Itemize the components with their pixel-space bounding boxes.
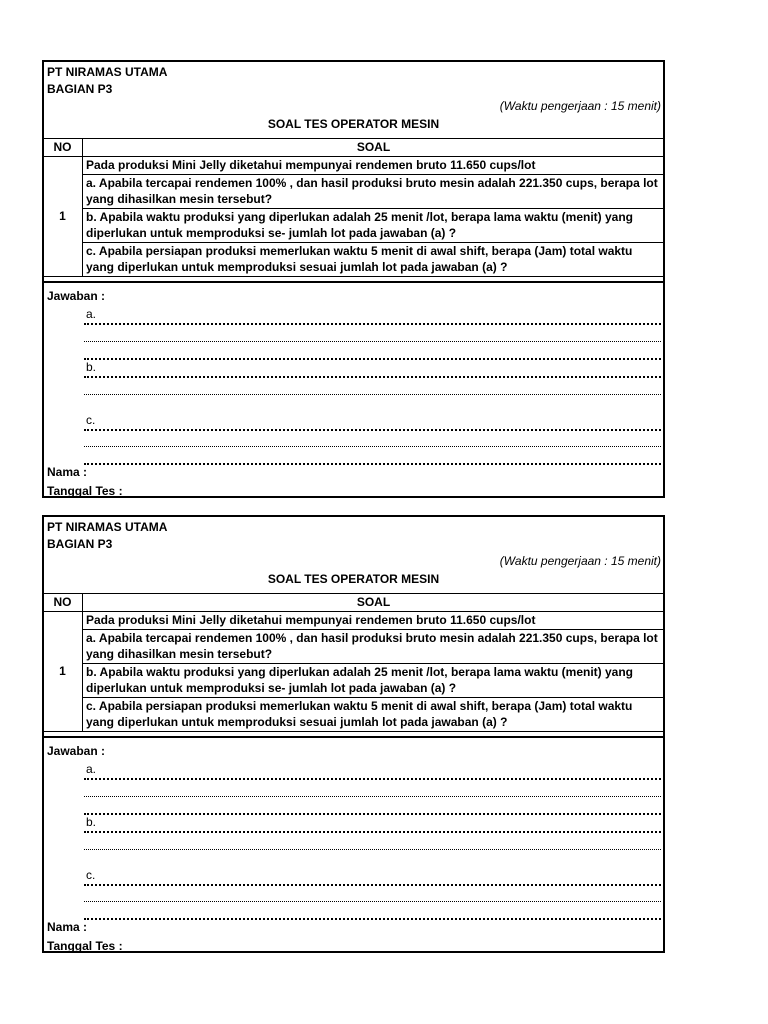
question-a: a. Apabila tercapai rendemen 100% , dan hasil produksi bruto mesin adalah 221.350 cups, berapa lot yang dihasilkan mesin tersebut? [83, 174, 665, 208]
question-c: c. Apabila persiapan produksi memerlukan waktu 5 menit di awal shift, berapa (Jam) total waktu yang diperlukan untuk memproduksi sesuai jumlah lot pada jawaban (a) ? [83, 242, 665, 276]
answer-option-a: a. [86, 762, 97, 776]
test-title: SOAL TES OPERATOR MESIN [267, 572, 440, 586]
answer-line[interactable] [84, 884, 661, 886]
question-b: b. Apabila waktu produksi yang diperlukan adalah 25 menit /lot, berapa lama waktu (menit) yang diperlukan untuk memproduksi se- jumlah lot pada jawaban (a) ? [83, 663, 665, 697]
answer-option-b: b. [86, 815, 97, 829]
answer-line[interactable] [84, 429, 661, 431]
name-label: Nama : [47, 920, 88, 934]
department-name: BAGIAN P3 [47, 537, 113, 551]
column-header-soal: SOAL [83, 594, 665, 612]
answer-line[interactable] [84, 918, 661, 920]
test-sheet-2 [42, 515, 665, 953]
name-label: Nama : [47, 465, 88, 479]
answer-label: Jawaban : [47, 289, 106, 303]
department-name: BAGIAN P3 [47, 82, 113, 96]
test-date-label: Tanggal Tes : [47, 484, 123, 498]
answer-line[interactable] [84, 796, 661, 797]
test-date-label: Tanggal Tes : [47, 939, 123, 953]
answer-line[interactable] [84, 778, 661, 780]
duration-note: (Waktu pengerjaan : 15 menit) [499, 99, 661, 113]
question-number: 1 [43, 157, 83, 277]
question-table [42, 138, 665, 277]
column-header-no: NO [43, 594, 83, 612]
company-name: PT NIRAMAS UTAMA [47, 520, 168, 534]
question-b: b. Apabila waktu produksi yang diperlukan adalah 25 menit /lot, berapa lama waktu (menit) yang diperlukan untuk memproduksi se- jumlah lot pada jawaban (a) ? [83, 208, 665, 242]
answer-line[interactable] [84, 323, 661, 325]
question-intro: Pada produksi Mini Jelly diketahui mempunyai rendemen bruto 11.650 cups/lot [83, 612, 665, 630]
answer-line[interactable] [84, 901, 661, 902]
answer-label: Jawaban : [47, 744, 106, 758]
answer-section [44, 281, 663, 496]
question-a: a. Apabila tercapai rendemen 100% , dan hasil produksi bruto mesin adalah 221.350 cups, berapa lot yang dihasilkan mesin tersebut? [83, 629, 665, 663]
answer-line[interactable] [84, 358, 661, 360]
test-title: SOAL TES OPERATOR MESIN [267, 117, 440, 131]
answer-section [44, 736, 663, 951]
answer-line[interactable] [84, 341, 661, 342]
question-number: 1 [43, 612, 83, 732]
duration-note: (Waktu pengerjaan : 15 menit) [499, 554, 661, 568]
answer-line[interactable] [84, 463, 661, 465]
answer-line[interactable] [84, 376, 661, 378]
answer-option-a: a. [86, 307, 97, 321]
column-header-soal: SOAL [83, 139, 665, 157]
column-header-no: NO [43, 139, 83, 157]
answer-line[interactable] [84, 849, 661, 850]
company-name: PT NIRAMAS UTAMA [47, 65, 168, 79]
answer-line[interactable] [84, 446, 661, 447]
answer-line[interactable] [84, 813, 661, 815]
question-table [42, 593, 665, 732]
question-c: c. Apabila persiapan produksi memerlukan waktu 5 menit di awal shift, berapa (Jam) total waktu yang diperlukan untuk memproduksi sesuai jumlah lot pada jawaban (a) ? [83, 697, 665, 731]
answer-line[interactable] [84, 394, 661, 395]
answer-option-c: c. [86, 413, 96, 427]
question-intro: Pada produksi Mini Jelly diketahui mempunyai rendemen bruto 11.650 cups/lot [83, 157, 665, 175]
answer-option-c: c. [86, 868, 96, 882]
answer-option-b: b. [86, 360, 97, 374]
test-sheet-1 [42, 60, 665, 498]
answer-line[interactable] [84, 831, 661, 833]
